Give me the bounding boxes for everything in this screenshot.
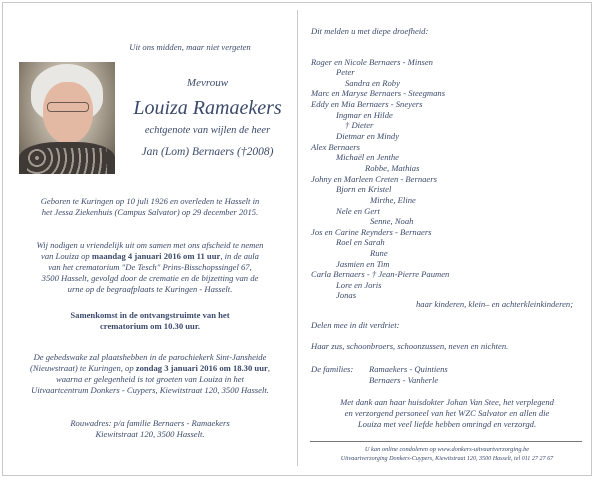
family-line: Jasmien en Tim xyxy=(336,259,390,269)
deceased-name: Louiza Ramaekers xyxy=(133,97,282,119)
family-line: Mirthe, Eline xyxy=(370,195,416,205)
footer-condolence: U kan online condoleren op www.donkers-uitvaartverzorging.be xyxy=(364,446,530,453)
spouse-line: echtgenote van wijlen de heer xyxy=(144,125,271,136)
invite-line-5: urne op de begraafplaats te Kuringen - Hasselt. xyxy=(67,284,233,294)
gathering-line-2: crematorium om 10.30 uur. xyxy=(99,321,200,331)
bio-line-1: Geboren te Kuringen op 10 juli 1926 en overleden te Hasselt in xyxy=(40,196,260,206)
intro-text: Uit ons midden, maar niet vergeten xyxy=(129,42,251,52)
family-line: Nele en Gert xyxy=(336,206,380,216)
family-line: Ingmar en Hilde xyxy=(336,110,393,120)
portrait-photo xyxy=(19,62,115,174)
invite-line-3: van het crematorium "De Tesch" Prins-Bisschopssingel 67, xyxy=(48,262,252,272)
announcement-heading: Dit melden u met diepe droefheid: xyxy=(311,26,429,36)
family-line: Carla Bernaers - † Jean-Pierre Paumen xyxy=(311,269,450,279)
family-name: Ramaekers - Quintiens xyxy=(369,364,448,374)
family-line: Jonas xyxy=(336,290,357,300)
family-line: Bjorn en Kristel xyxy=(336,184,392,194)
family-line: Eddy en Mia Bernaers - Sneyers xyxy=(311,99,423,109)
family-line: Johny en Marleen Creten - Bernaers xyxy=(311,174,437,184)
footer-contact: Uitvaartverzorging Donkers-Cuypers, Kiewitstraat 120, 3500 Hasselt, tel 011 27 27 67 xyxy=(340,456,554,462)
wake-line-3: waarna er gelegenheid is tot groeten van Louiza in het xyxy=(55,374,244,384)
portrait-glasses xyxy=(47,102,89,112)
wake-line-2: (Nieuwstraat) te Kuringen, op zondag 3 januari 2016 om 18.30 uur, xyxy=(30,363,270,373)
thanks-line-3: Louiza met veel liefde hebben omringd en verzorgd. xyxy=(357,419,537,429)
thanks-line-1: Met dank aan haar huisdokter Johan Van Stee, het verplegend xyxy=(340,397,554,407)
family-line: † Dieter xyxy=(345,120,374,130)
family-name: Bernaers - Vanherle xyxy=(369,375,439,385)
bio-line-2: het Jessa Ziekenhuis (Campus Salvator) op 29 december 2015. xyxy=(41,207,259,217)
family-line: Rune xyxy=(370,248,388,258)
family-line: Jos en Carine Reynders - Bernaers xyxy=(311,227,432,237)
wake-line-4: Uitvaartcentrum Donkers - Cuypers, Kiewitstraat 120, 3500 Hasselt. xyxy=(31,385,269,395)
share-line: Delen mee in dit verdriet: xyxy=(311,320,400,330)
invite-line-2: van Louiza op maandag 4 januari 2016 om 11 uur, in de aula xyxy=(41,251,259,261)
family-line: Dietmar en Mindy xyxy=(336,131,400,141)
family-line: Peter xyxy=(336,67,355,77)
family-line: Roger en Nicole Bernaers - Minsen xyxy=(311,57,433,67)
family-line: Lore en Joris xyxy=(336,280,382,290)
siblings-line: Haar zus, schoonbroers, schoonzussen, neven en nichten. xyxy=(311,341,509,351)
grandchildren-line: haar kinderen, klein– en achterkleinkinderen; xyxy=(416,299,574,309)
family-line: Roel en Sarah xyxy=(336,237,385,247)
thanks-line-2: en verzorgend personeel van het WZC Salvator en allen die xyxy=(344,408,550,418)
honorific: Mevrouw xyxy=(186,77,229,89)
family-line: Alex Bernaers xyxy=(311,142,360,152)
portrait-pattern xyxy=(27,148,107,174)
invite-line-4: 3500 Hasselt, gevolgd door de crematie en de bijzetting van de xyxy=(41,273,259,283)
family-line: Marc en Maryse Bernaers - Steegmans xyxy=(311,88,446,98)
gathering-line-1: Samenkomst in de ontvangstruimte van het xyxy=(70,310,230,320)
family-line: Robbe, Mathias xyxy=(365,163,420,173)
spouse-name: Jan (Lom) Bernaers (†2008) xyxy=(141,146,274,158)
family-line: Sandra en Roby xyxy=(345,78,400,88)
footer-rule xyxy=(310,441,582,442)
column-divider xyxy=(297,10,298,466)
address-line-1: Rouwadres: p/a familie Bernaers - Ramaekers xyxy=(70,418,230,428)
address-line-2: Kiewitstraat 120, 3500 Hasselt. xyxy=(95,429,205,439)
portrait-face xyxy=(43,82,93,144)
family-line: Michaël en Jenthe xyxy=(336,152,399,162)
invite-line-1: Wij nodigen u vriendelijk uit om samen met ons afscheid te nemen xyxy=(36,240,264,250)
families-label: De families: xyxy=(311,364,354,374)
family-line: Senne, Noah xyxy=(370,216,414,226)
wake-line-1: De gebedswake zal plaatshebben in de parochiekerk Sint-Jansheide xyxy=(33,352,267,362)
